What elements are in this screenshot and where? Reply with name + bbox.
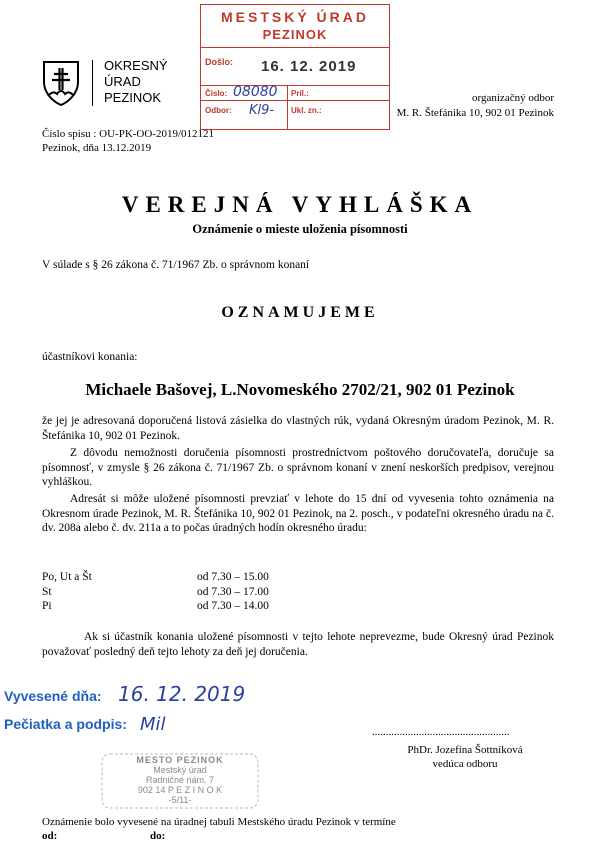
stamp-line: 902 14 P E Z I N O K (137, 785, 223, 795)
announce-heading: OZNAMUJEME (221, 304, 379, 321)
document-subtitle: Oznámenie o mieste uloženia písomnosti (192, 222, 408, 236)
participant-label: účastníkovi konania: (42, 351, 138, 363)
place-date: Pezinok, dňa 13.12.2019 (42, 142, 152, 154)
stamp-title: MESTSKÝ ÚRAD (220, 9, 369, 25)
stamp-received-date: 16. 12. 2019 (261, 58, 357, 75)
stamp-handled-label: Ukl. zn.: (291, 106, 322, 115)
stamp-number-value: 08080 (233, 84, 278, 100)
stamp-received-label: Došlo: (205, 57, 233, 67)
stamp-signature-label: Pečiatka a podpis: (4, 716, 127, 732)
signatory-role: vedúca odboru (432, 758, 498, 770)
coat-of-arms-icon (42, 60, 80, 106)
logo-divider (92, 60, 93, 106)
footer-from-label: od: (42, 830, 58, 842)
file-number: Číslo spisu : OU-PK-OO-2019/012121 (42, 128, 215, 140)
hours-row (42, 570, 269, 585)
recipient: Michaele Bašovej, L.Novomeského 2702/21, 902 01 Pezinok (85, 380, 515, 399)
stamp-attachments-label: Príl.: (291, 89, 309, 98)
paragraph-3: Adresát si môže uložené písomnosti prevziať v lehote do 15 dní od vyvesenia tohto oznámenia na Okresnom úrade Pezinok, M. R. Štefánika 10, 902 01 Pezinok, na 2. posch., v podateľni okresného úradu na č. dv. 208a alebo č. dv. 211a a to počas úradných hodín okresného úradu: (42, 493, 554, 534)
signatory-name: PhDr. Jozefína Šottníková (407, 744, 523, 756)
received-stamp (200, 4, 390, 130)
legal-basis: V súlade s § 26 zákona č. 71/1967 Zb. o správnom konaní (42, 259, 310, 271)
hours-time: od 7.30 – 14.00 (197, 600, 269, 612)
signature-line: .................................................. (372, 726, 510, 738)
stamp-line: MESTO PEZINOK (136, 755, 224, 765)
office-logo-text (104, 58, 168, 106)
municipal-stamp (100, 752, 260, 810)
hours-time: od 7.30 – 17.00 (197, 585, 269, 598)
logo-line: OKRESNÝ (104, 58, 168, 73)
department-address: M. R. Štefánika 10, 902 01 Pezinok (396, 107, 554, 119)
hours-table (42, 570, 269, 614)
handwritten-signature: Mil (140, 714, 166, 735)
department-name: organizačný odbor (472, 92, 554, 104)
hours-row (42, 599, 269, 614)
hours-time: od 7.30 – 15.00 (197, 571, 269, 583)
stamp-department-label: Odbor: (205, 106, 232, 115)
closing-paragraph: Ak si účastník konania uložené písomnosti v tejto lehote neprevezme, bude Okresný úrad Pezinok považovať posledný deň tejto lehoty za deň jej doručenia. (42, 631, 554, 658)
posted-label: Vyvesené dňa: (4, 688, 102, 704)
stamp-line: Mestský úrad (153, 765, 207, 775)
footer-note: Oznámenie bolo vyvesené na úradnej tabuli Mestského úradu Pezinok v termíne (42, 816, 396, 828)
logo-line: ÚRAD (104, 74, 141, 89)
paragraph-2: Z dôvodu nemožnosti doručenia písomnosti prostredníctvom poštového doručovateľa, doručuje sa písomnosť, v zmysle § 26 zákona č. 71/1967 Zb. o správnom konaní v znení neskorších predpisov, verejnou vyhláškou. (42, 447, 554, 488)
hours-days: St (42, 585, 52, 598)
footer-to-label: do: (150, 830, 166, 842)
posted-date-handwritten: 16. 12. 2019 (118, 682, 246, 706)
hours-row (42, 585, 269, 600)
document-title: VEREJNÁ VYHLÁŠKA (121, 192, 479, 217)
hours-days: Po, Ut a Št (42, 571, 92, 583)
stamp-line: Radničné nám. 7 (145, 775, 215, 785)
hours-days: Pi (42, 600, 52, 612)
paragraph-1: že jej je adresovaná doporučená listová zásielka do vlastných rúk, vydaná Okresným úradom Pezinok, M. R. Štefánika 10, 902 01 Pezinok. (42, 415, 554, 442)
stamp-department-value: Kl9- (249, 103, 275, 118)
stamp-subtitle: PEZINOK (262, 27, 328, 42)
stamp-line: -5/11- (168, 795, 192, 805)
stamp-number-label: Číslo: (205, 89, 228, 98)
logo-line: PEZINOK (104, 90, 162, 105)
